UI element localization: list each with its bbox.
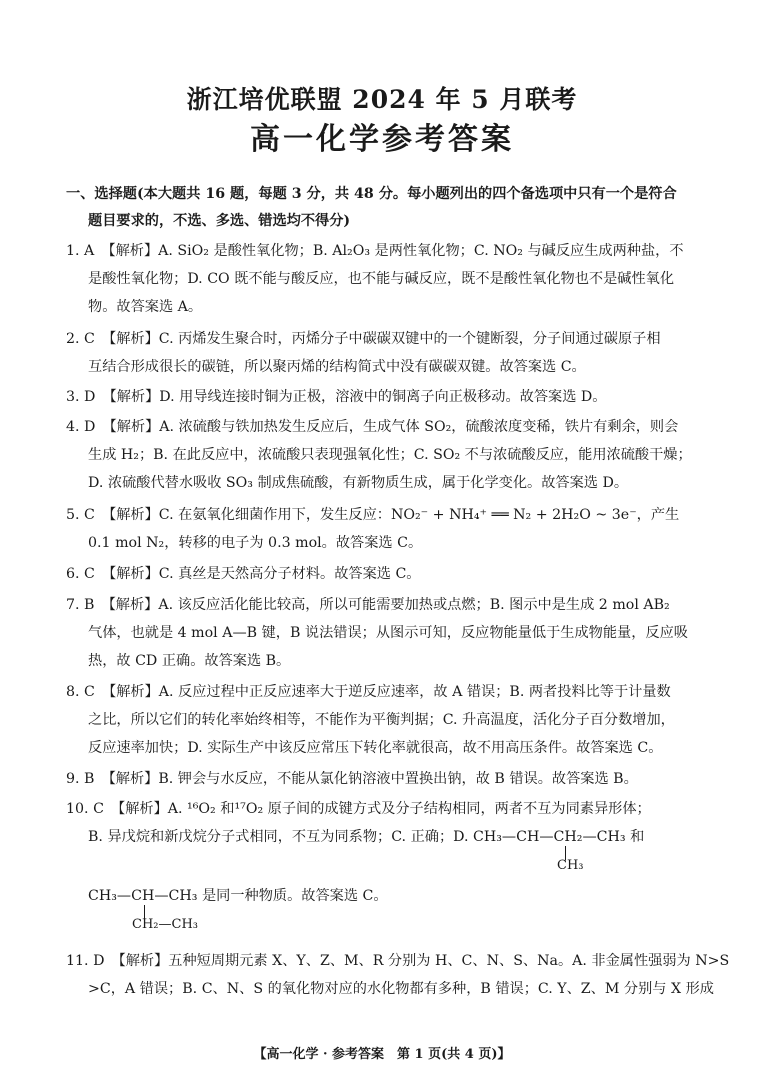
- section-heading-cont: 题目要求的，不选、多选、错选均不得分): [88, 213, 351, 229]
- answer-4: [66, 416, 678, 438]
- answer-text: 【解析】A. 反应过程中正反应速率大于逆反应速率，故 A 错误；B. 两者投料比等于计量数: [109, 684, 671, 700]
- answer-text: B. 异戊烷和新戊烷分子式相同，不互为同系物；C. 正确；D. CH₃—CH—CH₂—CH₃ 和: [88, 829, 645, 845]
- answer-9: [66, 768, 638, 790]
- answer-text: 【解析】A. SiO₂ 是酸性氧化物；B. Al₂O₃ 是两性氧化物；C. NO₂ 与碱反应生成两种盐，不: [108, 243, 684, 259]
- answer-text: 热，故 CD 正确。故答案选 B。: [88, 653, 291, 669]
- answer-number: 3. D: [66, 389, 96, 405]
- answer-7: [66, 594, 670, 616]
- answer-text: 【解析】五种短周期元素 X、Y、Z、M、R 分别为 H、C、N、S、Na。A. 非金属性强弱为 N>S: [118, 953, 730, 969]
- answer-number: 9. B: [66, 771, 95, 787]
- answer-number: 10. C: [66, 801, 104, 817]
- page-footer: 【高一化学 · 参考答案 第 1 页(共 4 页)】: [253, 1047, 511, 1062]
- answer-number: 11. D: [66, 953, 105, 969]
- structure-branch: CH₃: [557, 858, 584, 873]
- answer-number: 1. A: [66, 243, 95, 259]
- answer-text: 【解析】C. 丙烯发生聚合时，丙烯分子中碳碳双键中的一个键断裂，分子间通过碳原子相: [109, 331, 661, 347]
- answer-text: 【解析】C. 在氨氧化细菌作用下，发生反应：NO₂⁻ + NH₄⁺ ══ N₂ + 2H₂O ~ 3e⁻，产生: [109, 507, 680, 523]
- answer-text: 物。故答案选 A。: [88, 299, 203, 315]
- answer-text: 【解析】B. 钾会与水反应，不能从氯化钠溶液中置换出钠，故 B 错误。故答案选 B。: [108, 771, 638, 787]
- structure-line: CH₃—CH—CH₃ 是同一种物质。故答案选 C。: [88, 888, 388, 904]
- answer-number: 6. C: [66, 566, 95, 582]
- answer-text: 反应速率加快；D. 实际生产中该反应常压下转化率就很高，故不用高压条件。故答案选 C。: [88, 740, 663, 756]
- answer-text: 0.1 mol N₂，转移的电子为 0.3 mol。故答案选 C。: [88, 535, 423, 551]
- answer-6: [66, 563, 421, 585]
- answer-3: [66, 386, 607, 408]
- answer-text: 【解析】A. 浓硫酸与铁加热发生反应后，生成气体 SO₂，硫酸浓度变稀，铁片有剩余，则会: [109, 419, 679, 435]
- answer-8: [66, 681, 671, 703]
- answer-text: D. 浓硫酸代替水吸收 SO₃ 制成焦硫酸，有新物质生成，属于化学变化。故答案选 D。: [88, 475, 629, 491]
- answer-text: 互结合形成很长的碳链，所以聚丙烯的结构简式中没有碳碳双键。故答案选 C。: [88, 359, 586, 375]
- answer-text: 生成 H₂；B. 在此反应中，浓硫酸只表现强氧化性；C. SO₂ 不与浓硫酸反应，能用浓硫酸干燥；: [88, 447, 692, 463]
- page-title: 浙江培优联盟 2024 年 5 月联考: [186, 85, 578, 114]
- answer-number: 7. B: [66, 597, 95, 613]
- section-heading: 一、选择题(本大题共 16 题，每题 3 分，共 48 分。每小题列出的四个备选项中只有一个是符合: [66, 186, 677, 202]
- answer-11: [66, 950, 729, 972]
- answer-text: 之比，所以它们的转化率始终相等，不能作为平衡判据；C. 升高温度，活化分子百分数增加，: [88, 712, 675, 728]
- answer-text: 【解析】D. 用导线连接时铜为正极，溶液中的铜离子向正极移动。故答案选 D。: [109, 389, 607, 405]
- answer-text: >C，A 错误；B. C、N、S 的氧化物对应的水化物都有多种，B 错误；C. Y、Z、M 分别与 X 形成: [88, 981, 714, 997]
- answer-number: 2. C: [66, 331, 95, 347]
- answer-text: 气体，也就是 4 mol A—B 键，B 说法错误；从图示可知，反应物能量低于生成物能量，反应吸: [88, 625, 688, 641]
- page-subtitle: 高一化学参考答案: [250, 122, 514, 157]
- answer-2: [66, 328, 661, 350]
- answer-number: 8. C: [66, 684, 95, 700]
- answer-text: 是酸性氧化物；D. CO 既不能与酸反应，也不能与碱反应，既不是酸性氧化物也不是碱性氧化: [88, 271, 675, 287]
- answer-number: 5. C: [66, 507, 95, 523]
- answer-text: 【解析】A. ¹⁶O₂ 和¹⁷O₂ 原子间的成键方式及分子结构相同，两者不互为同素异形体；: [118, 801, 651, 817]
- answer-10: [66, 798, 651, 820]
- answer-text: 【解析】C. 真丝是天然高分子材料。故答案选 C。: [109, 566, 421, 582]
- answer-text: 【解析】A. 该反应活化能比较高，所以可能需要加热或点燃；B. 图示中是生成 2 mol AB₂: [108, 597, 670, 613]
- structure-branch: CH₂—CH₃: [132, 917, 198, 932]
- answer-number: 4. D: [66, 419, 96, 435]
- answer-5: [66, 504, 679, 526]
- answer-1: [66, 240, 684, 262]
